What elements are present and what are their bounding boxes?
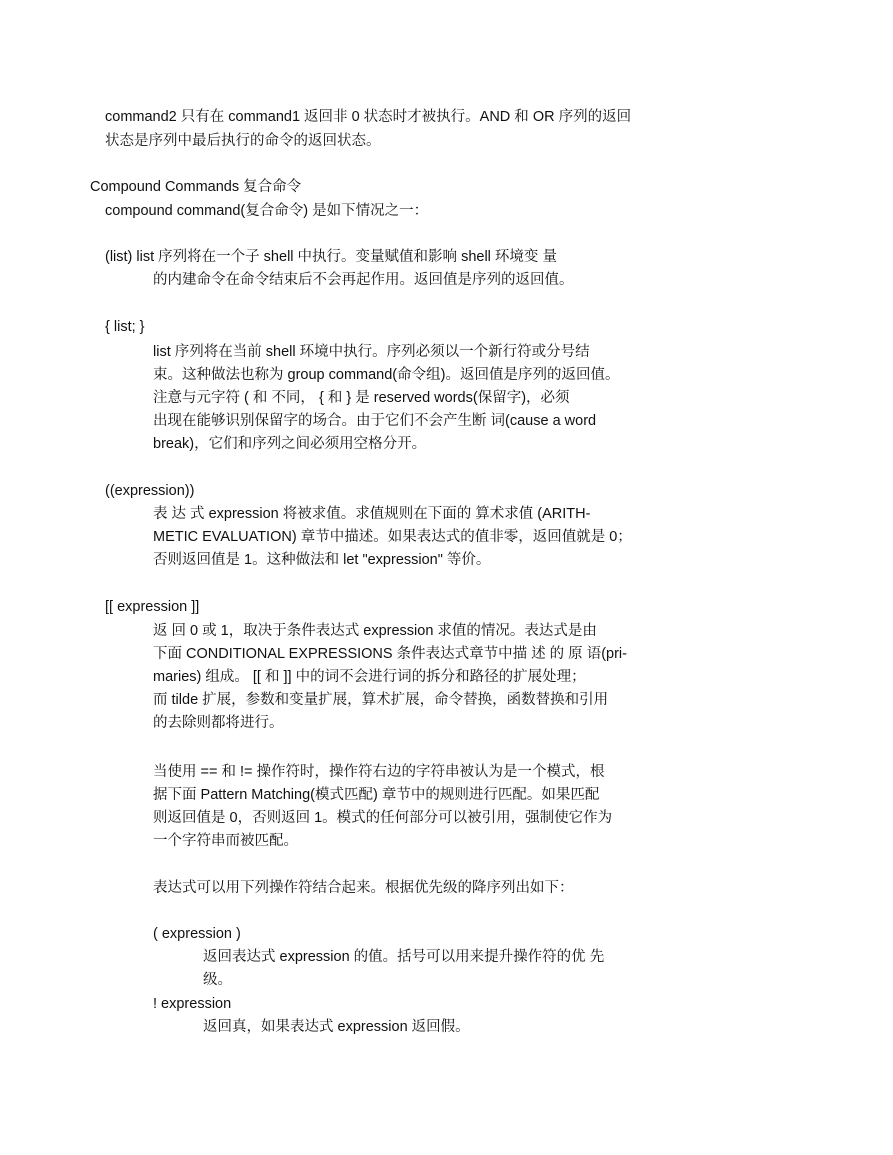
text-line: 的去除则都将进行。 <box>153 715 284 731</box>
text-line: 则返回值是 0，否则返回 1。模式的任何部分可以被引用，强制使它作为 <box>153 810 613 826</box>
text-line: list 序列将在当前 shell 环境中执行。序列必须以一个新行符或分号结 <box>153 344 590 360</box>
text-line: 的内建命令在命令结束后不会再起作用。返回值是序列的返回值。 <box>153 272 574 288</box>
text-line: 否则返回值是 1。这种做法和 let "expression" 等价。 <box>153 552 491 568</box>
text-line: METIC EVALUATION) 章节中描述。如果表达式的值非零，返回值就是 0； <box>153 529 632 545</box>
text-line: compound command(复合命令) 是如下情况之一： <box>105 203 429 219</box>
term-heading: [[ expression ]] <box>105 599 200 615</box>
text-line: 返回真，如果表达式 expression 返回假。 <box>203 1019 470 1035</box>
text-line: maries) 组成。 [[ 和 ]] 中的词不会进行词的拆分和路径的扩展处理； <box>153 669 586 685</box>
term-heading: { list; } <box>105 319 145 335</box>
term-heading: ((expression)) <box>105 483 195 499</box>
text-line: 出现在能够识别保留字的场合。由于它们不会产生断 词(cause a word <box>153 413 597 429</box>
text-line: 返 回 0 或 1，取决于条件表达式 expression 求值的情况。表达式是由 <box>153 623 597 639</box>
text-line: 下面 CONDITIONAL EXPRESSIONS 条件表达式章节中描 述 的 原 语(pri- <box>153 646 627 662</box>
text-line: 注意与元字符 ( 和 不同， { 和 } 是 reserved words(保留字)，必须 <box>153 390 570 406</box>
term-heading: ( expression ) <box>153 926 241 942</box>
term-heading: ! expression <box>153 996 232 1012</box>
text-line: 据下面 Pattern Matching(模式匹配) 章节中的规则进行匹配。如果匹配 <box>153 787 600 803</box>
text-line: 表达式可以用下列操作符结合起来。根据优先级的降序列出如下： <box>153 880 574 896</box>
text-line: command2 只有在 command1 返回非 0 状态时才被执行。AND 和 OR 序列的返回 <box>105 109 632 125</box>
text-line: 级。 <box>203 972 232 988</box>
text-line: 束。这种做法也称为 group command(命令组)。返回值是序列的返回值。 <box>153 367 620 383</box>
text-line: 当使用 == 和 != 操作符时，操作符右边的字符串被认为是一个模式，根 <box>153 764 605 780</box>
text-line: break)，它们和序列之间必须用空格分开。 <box>153 436 427 452</box>
text-line: 表 达 式 expression 将被求值。求值规则在下面的 算术求值 (ARITH- <box>153 506 591 522</box>
text-line: 而 tilde 扩展，参数和变量扩展，算术扩展，命令替换，函数替换和引用 <box>153 692 609 708</box>
text-line: (list) list 序列将在一个子 shell 中执行。变量赋值和影响 shell 环境变 量 <box>105 249 557 265</box>
text-line: 状态是序列中最后执行的命令的返回状态。 <box>105 133 381 149</box>
text-line: 返回表达式 expression 的值。括号可以用来提升操作符的优 先 <box>203 949 605 965</box>
text-line: 一个字符串而被匹配。 <box>153 833 298 849</box>
section-heading: Compound Commands 复合命令 <box>90 179 302 195</box>
